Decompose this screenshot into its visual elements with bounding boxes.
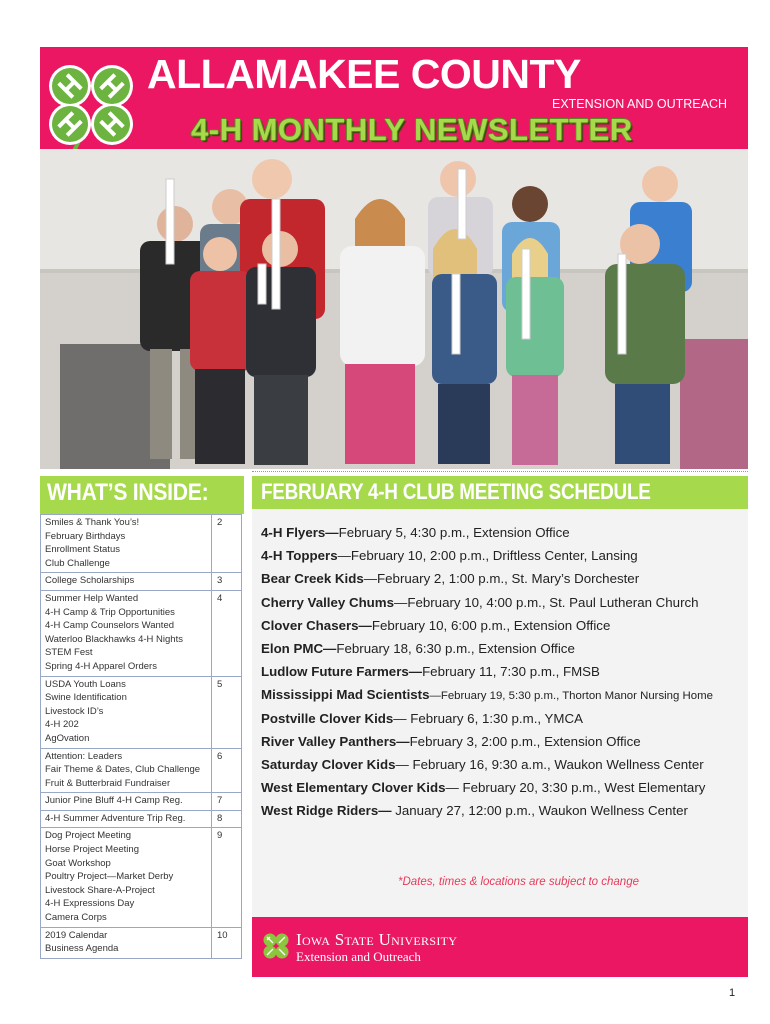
contents-item: 4-H Expressions Day: [45, 898, 135, 910]
schedule-entry: [261, 547, 751, 570]
group-photo: [40, 149, 748, 469]
contents-item: Spring 4-H Apparel Orders: [45, 660, 157, 672]
club-name: 4-H Flyers—: [261, 525, 339, 540]
contents-items: [41, 748, 212, 793]
schedule-list: [261, 524, 751, 825]
club-name: Ludlow Future Farmers—: [261, 664, 423, 680]
club-name: 4-H Toppers: [261, 548, 338, 564]
4h-clover-icon: [42, 58, 140, 156]
schedule-note: *Dates, times & locations are subject to change: [398, 876, 639, 888]
meeting-details: —February 10, 2:00 p.m., Driftless Center, Lansing: [337, 548, 638, 564]
schedule-entry: [261, 663, 751, 686]
contents-item: Waterloo Blackhawks 4-H Nights: [45, 633, 183, 645]
contents-item: AgOvation: [45, 732, 90, 744]
contents-item: 4-H Camp & Trip Opportunities: [45, 606, 175, 618]
contents-item: Fair Theme & Dates, Club Challenge: [45, 764, 201, 776]
schedule-heading-label: FEBRUARY 4-H CLUB MEETING SCHEDULE: [261, 479, 651, 504]
contents-item: 4-H Camp Counselors Wanted: [45, 620, 175, 632]
schedule-entry: [261, 802, 751, 825]
contents-items: [41, 927, 212, 958]
contents-row: [41, 573, 242, 591]
extension-subtitle: EXTENSION AND OUTREACH: [552, 97, 728, 111]
contents-item: USDA Youth Loans: [45, 678, 126, 690]
contents-item: Livestock ID’s: [45, 705, 104, 717]
contents-item: Goat Workshop: [45, 857, 111, 869]
contents-items: [41, 590, 212, 676]
meeting-details: February 10, 6:00 p.m., Extension Office: [371, 617, 611, 633]
meeting-details: — February 16, 9:30 a.m., Waukon Wellness Center: [395, 756, 704, 772]
club-name: West Elementary Clover Kids: [261, 780, 446, 796]
contents-item: Fruit & Butterbraid Fundraiser: [45, 777, 171, 789]
club-name: Cherry Valley Chums: [261, 594, 395, 610]
club-name: Mississippi Mad Scientists: [261, 687, 430, 703]
schedule-entry: [261, 594, 751, 617]
contents-items: [41, 573, 212, 591]
contents-table: [40, 514, 242, 959]
contents-item: Junior Pine Bluff 4-H Camp Reg.: [45, 795, 183, 807]
contents-item: Summer Help Wanted: [45, 592, 139, 604]
contents-row: [41, 927, 242, 958]
contents-row: [41, 676, 242, 748]
meeting-details: — February 20, 3:30 p.m., West Elementary: [445, 780, 706, 796]
contents-item: Dog Project Meeting: [45, 830, 132, 842]
schedule-entry: [261, 640, 751, 663]
schedule-entry: [261, 570, 751, 593]
contents-page-number: 4: [212, 590, 242, 676]
schedule-entry: [261, 710, 751, 733]
meeting-details: February 11, 7:30 p.m., FMSB: [422, 664, 600, 680]
contents-page-number: 8: [212, 810, 242, 828]
contents-item: 4-H Summer Adventure Trip Reg.: [45, 812, 186, 824]
schedule-entry: [261, 617, 751, 640]
club-name: Saturday Clover Kids: [261, 756, 396, 772]
meeting-details: February 5, 4:30 p.m., Extension Office: [338, 525, 570, 540]
page-number: 1: [729, 987, 736, 999]
contents-item: 4-H 202: [45, 719, 79, 731]
contents-page-number: 9: [212, 828, 242, 927]
contents-item: Club Challenge: [45, 557, 110, 569]
contents-item: Livestock Share-A-Project: [45, 884, 155, 896]
meeting-details: —February 2, 1:00 p.m., St. Mary’s Dorchester: [363, 571, 640, 587]
schedule-entry: [261, 524, 751, 547]
contents-page-number: 3: [212, 573, 242, 591]
whats-inside-label: WHAT’S INSIDE:: [47, 479, 209, 506]
contents-page-number: 7: [212, 793, 242, 811]
contents-item: 2019 Calendar: [45, 929, 108, 941]
contents-row: [41, 515, 242, 573]
club-name: Elon PMC—: [261, 640, 337, 656]
contents-item: STEM Fest: [45, 647, 93, 659]
4h-clover-icon: [262, 932, 290, 960]
meeting-details: January 27, 12:00 p.m., Waukon Wellness Center: [391, 803, 688, 819]
contents-item: Swine Identification: [45, 692, 127, 704]
divider: [252, 471, 748, 472]
schedule-entry: [261, 756, 751, 779]
contents-item: Camera Corps: [45, 912, 107, 924]
contents-item: Poultry Project—Market Derby: [45, 871, 174, 883]
contents-item: Enrollment Status: [45, 544, 120, 556]
schedule-entry: [261, 686, 751, 709]
meeting-details: — February 6, 1:30 p.m., YMCA: [393, 710, 583, 726]
schedule-heading: [252, 476, 748, 509]
meeting-details: —February 19, 5:30 p.m., Thorton Manor Nursing Home: [429, 690, 713, 703]
isu-subtitle: Extension and Outreach: [296, 949, 421, 964]
contents-row: [41, 810, 242, 828]
isu-wordmark: Iowa State University: [296, 930, 458, 949]
club-name: West Ridge Riders—: [261, 803, 392, 819]
contents-page-number: 5: [212, 676, 242, 748]
contents-page-number: 10: [212, 927, 242, 958]
club-name: Clover Chasers—: [261, 617, 372, 633]
contents-item: Horse Project Meeting: [45, 844, 139, 856]
meeting-details: —February 10, 4:00 p.m., St. Paul Lutheran Church: [394, 594, 699, 610]
contents-item: Business Agenda: [45, 943, 119, 955]
contents-row: [41, 748, 242, 793]
contents-items: [41, 810, 212, 828]
club-name: Postville Clover Kids: [261, 710, 394, 726]
contents-items: [41, 676, 212, 748]
schedule-entry: [261, 733, 751, 756]
contents-page-number: 6: [212, 748, 242, 793]
contents-items: [41, 793, 212, 811]
contents-items: [41, 828, 212, 927]
club-name: River Valley Panthers—: [261, 733, 410, 749]
county-title: ALLAMAKEE COUNTY: [147, 51, 581, 97]
contents-item: Attention: Leaders: [45, 750, 123, 762]
contents-item: Smiles & Thank You’s!: [45, 517, 140, 528]
club-name: Bear Creek Kids: [261, 571, 364, 587]
newsletter-title: 4-H MONTHLY NEWSLETTER: [191, 112, 633, 147]
schedule-entry: [261, 779, 751, 802]
whats-inside-heading: [40, 476, 244, 514]
contents-item: College Scholarships: [45, 575, 135, 587]
contents-item: February Birthdays: [45, 530, 126, 542]
meeting-details: February 3, 2:00 p.m., Extension Office: [409, 733, 641, 749]
contents-row: [41, 828, 242, 927]
contents-page-number: 2: [212, 515, 242, 573]
contents-items: [41, 515, 212, 573]
contents-row: [41, 590, 242, 676]
contents-row: [41, 793, 242, 811]
meeting-details: February 18, 6:30 p.m., Extension Office: [336, 640, 575, 656]
